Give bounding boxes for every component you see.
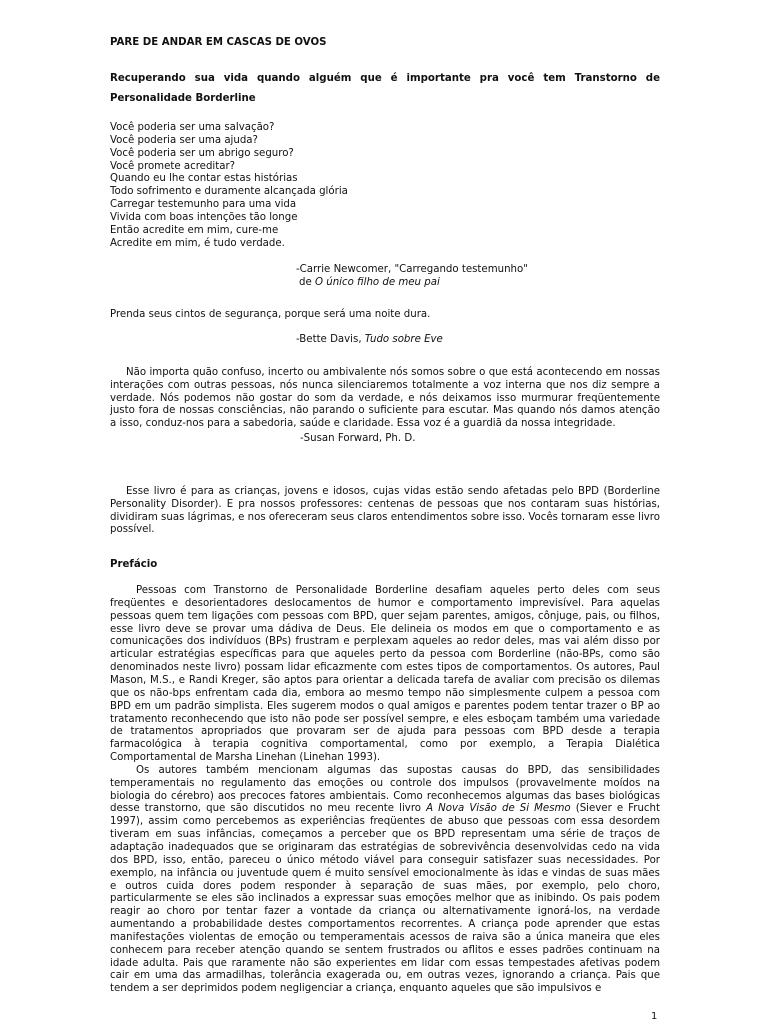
bette-davis-film-title: Tudo sobre Eve — [364, 333, 443, 345]
poem-line: Carregar testemunho para uma vida — [110, 199, 297, 211]
preface-paragraph-2: Os autores também mencionam algumas das supostas causas do BPD, das sensibilidades temperamentais no regulamento das emoções ou controle dos impulsos (provavelmente moídos na biologia do cérebro) aos precoces fatores ambientais. Como reconhecemos algumas das bases biológicas desse transtorno, que são discutidos no meu recente livro A Nova Visão de Si Mesmo (Siever e Frucht 1997), assim como percebemos as experiências freqüentes de abuso que pessoas com essa desordem tiveram em suas infâncias, começamos a perceber que os BPD representam uma série de traços de adaptação inadequados que se originaram das estratégias de sobrevivência desenvolvidas cedo na vida dos BPD, isso, então, pareceu o único método viável para conseguir satisfazer suas necessidades. Por exemplo, na infância ou juventude quem é muito sensível emocionalmente às idas e vindas de suas mães e outros cuida dores podem responder à separação de suas mães, por exemplo, pelo choro, particularmente se eles são inclinados a expressar suas emoções melhor que as inibindo. Os pais podem reagir ao choro por tentar fazer a vontade da criança ou alternativamente ignorá-los, na verdade aumentando a probabilidade destes comportamentos recorrentes. A criança pode aprender que estas manifestações violentas de emoção ou temperamentais acessos de raiva são a única maneira que eles conhecem para receber atenção quando se sentem frustrados ou aflitos e esses padrões continuam na idade adulta. Pais que raramente não são experientes em lidar com essas tempestades afetivas podem cair em uma das armadilhas, tolerância exagerada ou, em outras vezes, ignorando a criança. Pais que tendem a ser deprimidos podem negligenciar a criança, enquanto aqueles que são impulsivos e — [110, 764, 660, 995]
poem-line: Você poderia ser uma ajuda? — [110, 134, 258, 146]
book-title: A Nova Visão de Si Mesmo — [426, 803, 571, 815]
poem-line: Quando eu lhe contar estas histórias — [110, 173, 298, 185]
forward-attribution: -Susan Forward, Ph. D. — [300, 433, 416, 445]
poem-line: Vivida com boas intenções tão longe — [110, 211, 298, 223]
poem-line: Você poderia ser uma salvação? — [110, 122, 275, 133]
document-title: PARE DE ANDAR EM CASCAS DE OVOS — [110, 37, 327, 48]
poem-line: Todo sofrimento e duramente alcançada glória — [110, 186, 348, 198]
poem-attribution-source: de O único filho de meu pai — [299, 277, 440, 289]
bette-davis-quote: Prenda seus cintos de segurança, porque será uma noite dura. — [110, 309, 431, 321]
poem-source-title: O único filho de meu pai — [314, 277, 440, 289]
poem-attribution — [110, 264, 660, 290]
poem-line: Você promete acreditar? — [110, 160, 236, 172]
poem-line: Então acredite em mim, cure-me — [110, 224, 279, 236]
bette-davis-attribution: -Bette Davis, Tudo sobre Eve — [296, 333, 443, 345]
poem-line: Você poderia ser um abrigo seguro? — [110, 147, 294, 159]
poem-line: Acredite em mim, é tudo verdade. — [110, 237, 285, 249]
epigraph-poem — [110, 122, 660, 250]
document-subtitle: Recuperando sua vida quando alguém que é importante pra você tem Transtorno de Personalidade Borderline — [110, 73, 660, 104]
forward-quote: Não importa quão confuso, incerto ou ambivalente nós somos sobre o que está acontecendo em nossas interações com outras pessoas, nós nunca silenciaremos totalmente a voz interna que nos diz sempre a verdade. Nós podemos não gostar do som da verdade, e nós deixamos isso murmurar freqüentemente justo fora de nossas consciências, não parando o suficiente para escutar. Mas quando nós damos atenção a isso, conduz-nos para a sabedoria, saúde e claridade. Essa voz é a guardiã da nossa integridade. — [110, 366, 660, 430]
dedication-paragraph: Esse livro é para as crianças, jovens e idosos, cujas vidas estão sendo afetadas pelo BPD (Borderline Personality Disorder). E pra nossos professores: centenas de pessoas que nos contaram suas histórias, dividiram suas lágrimas, e nos ofereceram seus claros entendimentos sobre isso. Vocês tornaram esse livro possível. — [110, 485, 660, 536]
poem-attribution-author: -Carrie Newcomer, "Carregando testemunho" — [296, 264, 528, 276]
preface-heading: Prefácio — [110, 559, 158, 571]
page-number: 1 — [651, 1011, 658, 1022]
preface-paragraph-1: Pessoas com Transtorno de Personalidade Borderline desafiam aqueles perto deles com seus freqüentes e desorientadores deslocamentos de humor e comportamento imprevisível. Para aquelas pessoas quem tem ligações com pessoas com BPD, quer sejam parentes, amigos, cônjuge, pais, ou filhos, esse livro deve se provar uma dádiva de Deus. Ele delineia os modos em que o comportamento e as comunicações dos indivíduos (BPs) frustram e perplexam aqueles ao redor deles, mas vai além disso por articular estratégias específicas para que aqueles perto da pessoa com Borderline (não-BPs, como são denominados neste livro) possam lidar eficazmente com estes tipos de comportamentos. Os autores, Paul Mason, M.S., e Randi Kreger, são aptos para orientar a delicada tarefa de avaliar com precisão os dilemas que os não-bps enfrentam cada dia, embora ao mesmo tempo não simplesmente culpem a pessoa com BPD em um padrão simplista. Eles sugerem modos o qual amigos e parentes podem tentar trazer o BP ao tratamento reconhecendo que isto não pode ser possível sempre, e eles esboçam também uma variedade de tratamentos apropriados que provaram ser de ajuda para pessoas com BPD desde a terapia farmacológica à terapia cognitiva comportamental, como por exemplo, a Terapia Dialética Comportamental de Marsha Linehan (Linehan 1993). — [110, 585, 660, 764]
document-page — [110, 36, 660, 996]
